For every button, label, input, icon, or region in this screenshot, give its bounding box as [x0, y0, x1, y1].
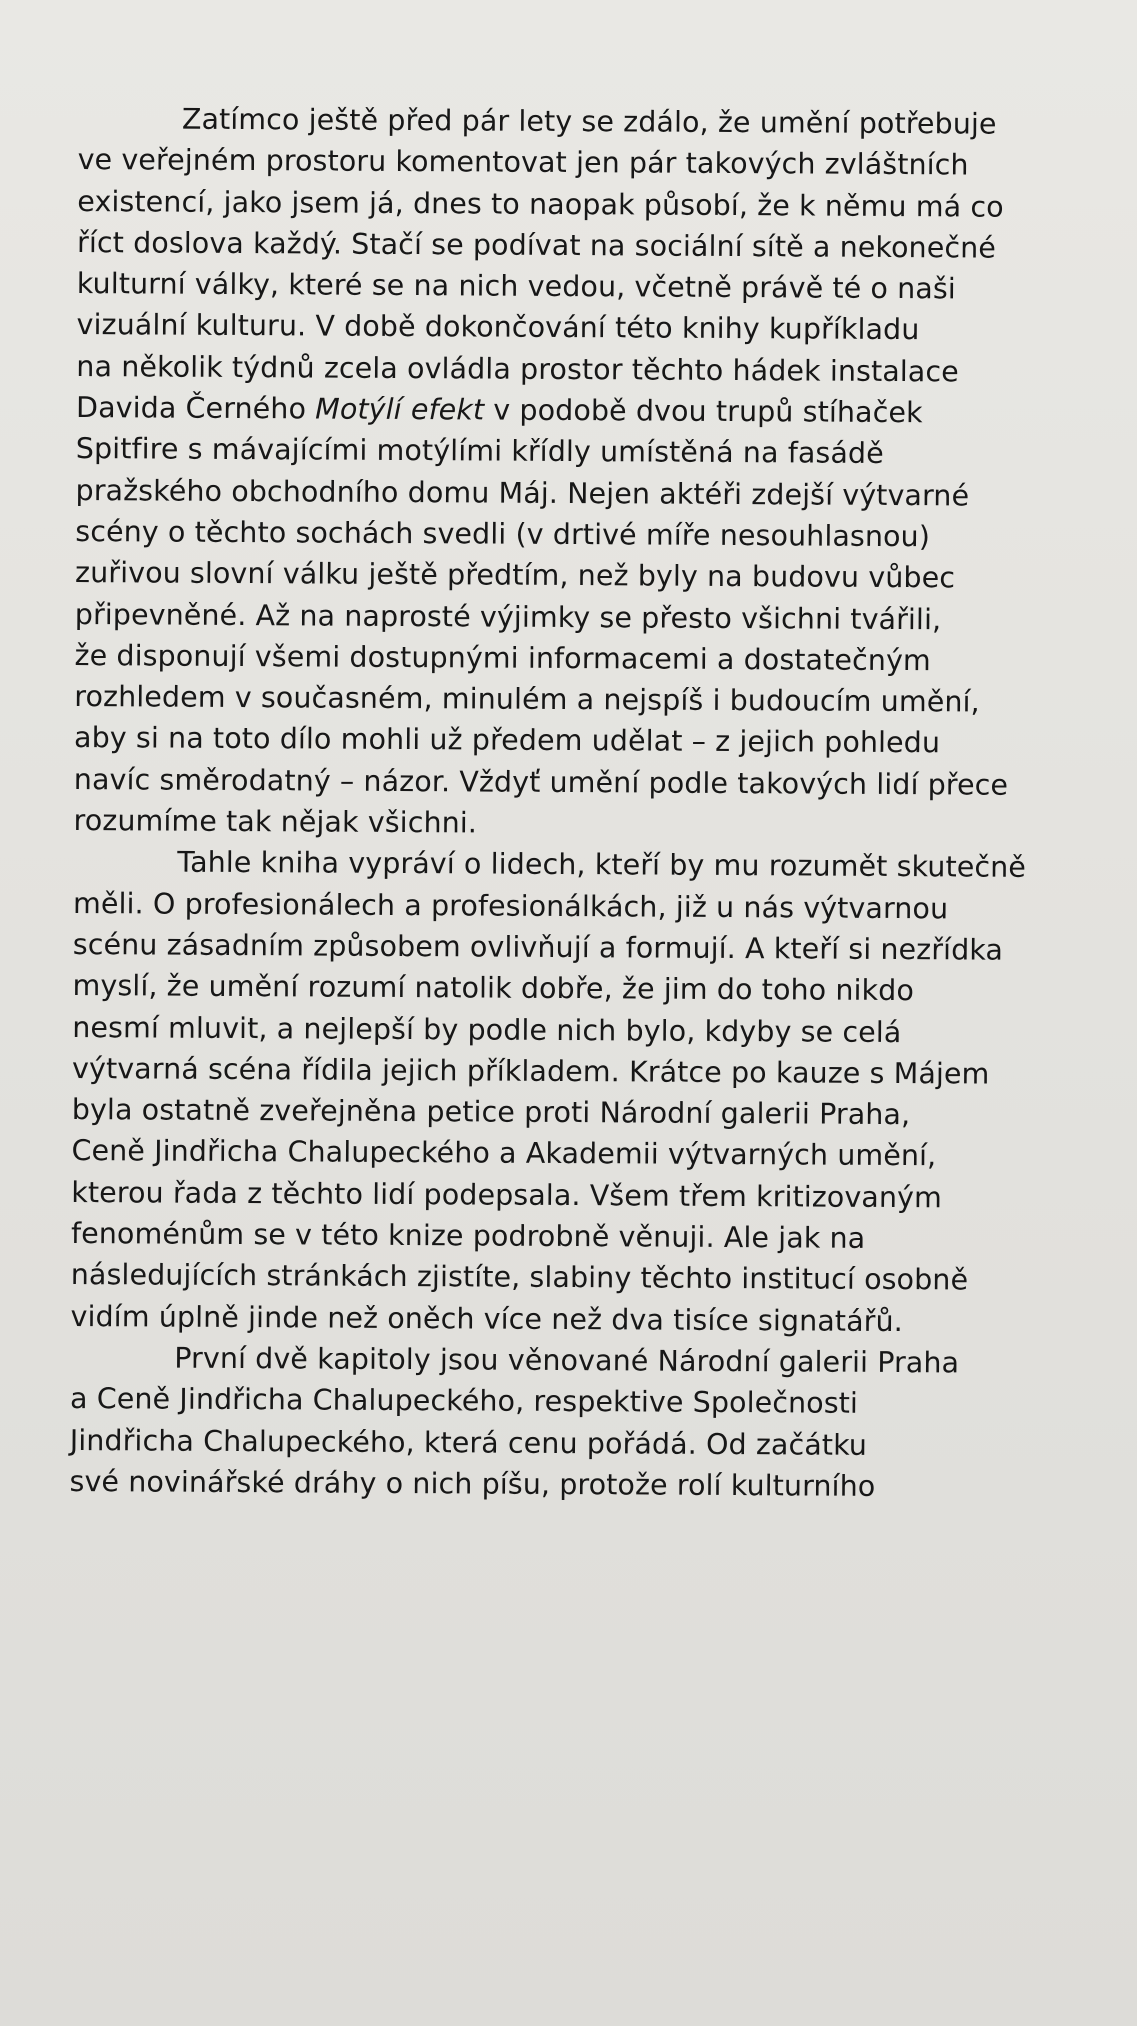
text-line: ve veřejném prostoru komentovat jen pár takových zvláštních [77, 143, 969, 182]
text-line: fenoménům se v této knize podrobně věnuji. Ale jak na [70, 1216, 866, 1255]
text-line: následujících stránkách zjistíte, slabiny těchto institucí osobně [70, 1258, 969, 1297]
text-line: Spitfire s mávajícími motýlími křídly umístěná na fasádě [75, 432, 884, 471]
text-line: pražského obchodního domu Máj. Nejen aktéři zdejší výtvarné [75, 473, 970, 513]
text-line: Jindřicha Chalupeckého, která cenu pořádá. Od začátku [69, 1423, 868, 1462]
text-line: výtvarná scéna řídila jejich příkladem. Krátce po kauze s Májem [71, 1051, 990, 1091]
text-line: myslí, že umění rozumí natolik dobře, že jim do toho nikdo [72, 969, 915, 1008]
paragraph-first-line: První dvě kapitoly jsou věnované Národní galerii Praha [174, 1341, 960, 1380]
text-line: a Ceně Jindřicha Chalupeckého, respektive Společnosti [69, 1382, 859, 1420]
text-line: aby si na toto dílo mohli už předem udělat – z jejich pohledu [73, 721, 941, 760]
text-line: rozhledem v současném, minulém a nejspíš i budoucím umění, [74, 680, 980, 719]
text-line: zuřivou slovní válku ještě předtím, než byly na budovu vůbec [74, 556, 956, 595]
text-line: říct doslova každý. Stačí se podívat na sociální sítě a nekonečné [77, 225, 997, 265]
text-line: připevněné. Až na naprosté výjimky se přesto všichni tvářili, [74, 597, 942, 636]
text-line: na několik týdnů zcela ovládla prostor těchto hádek instalace [76, 349, 959, 389]
text-line: existencí, jako jsem já, dnes to naopak působí, že k němu má co [77, 184, 1004, 224]
text-line: scénu zásadním způsobem ovlivňují a formují. A kteří si nezřídka [72, 927, 1004, 967]
paragraph-first-line: Zatímco ještě před pár lety se zdálo, že umění potřebuje [181, 102, 997, 141]
text-line: nesmí mluvit, a nejlepší by podle nich bylo, kdyby se celá [72, 1010, 902, 1049]
text-line: rozumíme tak nějak všichni. [73, 804, 478, 840]
artwork-title: Motýlí efekt [315, 392, 485, 427]
text-line: kterou řada z těchto lidí podepsala. Všem třem kritizovaným [71, 1175, 943, 1215]
paragraph-first-line: Tahle kniha vypráví o lidech, kteří by mu rozumět skutečně [177, 845, 1027, 885]
text-line: vizuální kulturu. V době dokončování této knihy kupříkladu [76, 308, 920, 347]
text-line: že disponují všemi dostupnými informacemi a dostatečným [74, 638, 931, 678]
text-line: kulturní války, které se na nich vedou, včetně právě té o naši [76, 267, 956, 306]
text-line: své novinářské dráhy o nich píšu, protože rolí kulturního [69, 1464, 876, 1503]
text-run: Davida Černého [76, 391, 316, 426]
text-line: měli. O profesionálech a profesionálkách, již u nás výtvarnou [72, 886, 949, 925]
text-line: Ceně Jindřicha Chalupeckého a Akademii výtvarných umění, [71, 1134, 937, 1173]
text-line [76, 387, 1106, 435]
text-run: v podobě dvou trupů stíhaček [484, 393, 923, 430]
text-line: navíc směrodatný – názor. Vždyť umění podle takových lidí přece [73, 762, 1009, 802]
text-line: vidím úplně jinde než oněch více než dva tisíce signatářů. [70, 1299, 903, 1338]
text-line: scény o těchto sochách svedli (v drtivé míře nesouhlasnou) [75, 514, 931, 554]
text-line: byla ostatně zveřejněna petice proti Národní galerii Praha, [71, 1093, 911, 1132]
body-text [69, 98, 1108, 1508]
